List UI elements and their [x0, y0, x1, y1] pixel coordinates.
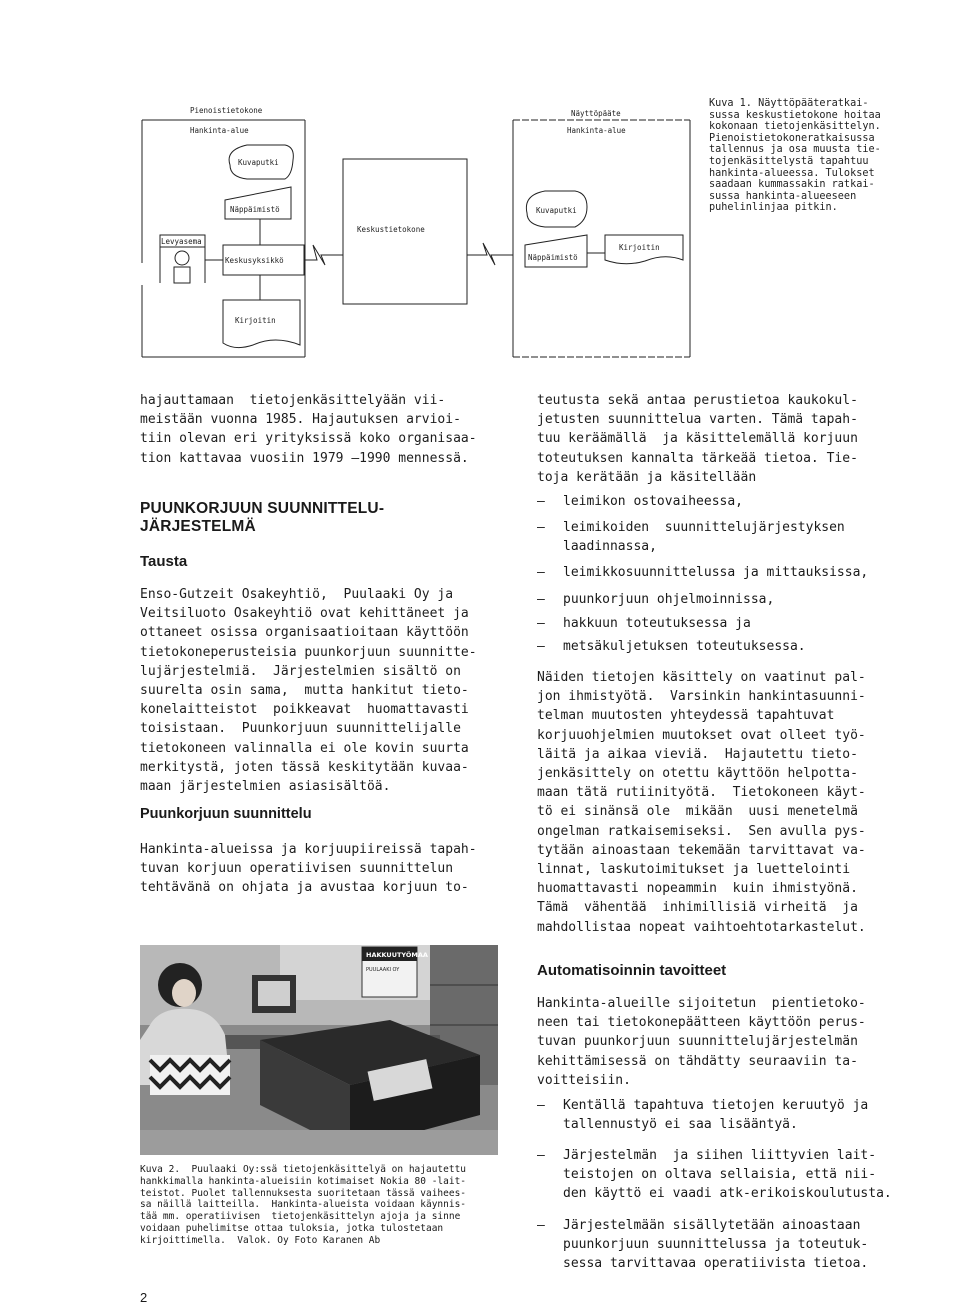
label-kuvaputki-left: Kuvaputki — [238, 158, 279, 167]
label-nappaimisto-right: Näppäimistö — [528, 253, 578, 262]
office-photo — [140, 945, 498, 1155]
section-heading-main — [140, 500, 384, 536]
list-dash: — — [537, 1148, 545, 1163]
right-paragraph-intro: teutusta sekä antaa perustietoa kaukokul- jetusten suunnittelua varten. Tämä tapah- tuu keräämällä ja käsittelemällä korjuun toteutuksen kannalta tärkeää tietoa. Tie- toja kerätään ja käsitellään — [537, 393, 858, 485]
list-item: — hakkuun toteutuksessa ja — [537, 614, 568, 691]
list-item: — metsäkuljetuksen toteutuksessa. — [537, 637, 568, 714]
left-paragraph-suunnittelu: Hankinta-alueissa ja korjuupiireissä tapah- tuvan korjuun operatiivisen suunnittelun tehtävänä on ohjata ja avustaa korjuun to- — [140, 842, 477, 896]
right-paragraph-tavoitteet: Hankinta-alueille sijoitetun pientietoko- neen tai tietokonepäätteen käyttöön perus- tuvan puunkorjuun suunnittelujärjestelmän kehittämisessä on tähdätty seuraaviin ta- voitteisiin. — [537, 996, 866, 1088]
list-item: — Kentällä tapahtuva tietojen keruutyö ja tallennustyö ei saa lisääntyä. — [537, 1098, 869, 1133]
left-paragraph-intro: hajauttamaan tietojenkäsittelyään vii- meistään vuonna 1985. Hajautuksen arvioi- tiin olevan eri yrityksissä koko organisaa- tion kattavaa vuosiin 1979 —1990 mennessä. — [140, 393, 477, 466]
label-kirjoitin-left: Kirjoitin — [235, 316, 276, 325]
subheading-puunkorjuun-suunnittelu: Puunkorjuun suunnittelu — [140, 806, 312, 822]
photo-sign-subtext: PUULAAKI OY — [366, 967, 400, 973]
label-keskusyksikko: Keskusyksikkö — [225, 256, 284, 265]
list-dash: — — [537, 639, 545, 654]
subheading-tausta: Tausta — [140, 553, 188, 570]
page-number: 2 — [140, 1290, 148, 1305]
label-kuvaputki-right: Kuvaputki — [536, 206, 577, 215]
list-item: — Järjestelmään sisällytetään ainoastaan puunkorjuun suunnittelussa ja toteutuk- sessa tarvittavaa operatiivista tietoa. — [537, 1218, 869, 1272]
label-hankinta-alue-right: Hankinta-alue — [567, 126, 626, 135]
label-hankinta-alue-left: Hankinta-alue — [190, 126, 249, 135]
list-dash: — — [537, 494, 545, 509]
list-item: — Järjestelmän ja siihen liittyvien lait- teistojen on oltava sellaisia, että nii- den käyttö ei vaadi atk-erikoiskoulutusta. — [537, 1148, 892, 1202]
list-item: — leimikon ostovaiheessa, — [537, 492, 568, 569]
list-dash: — — [537, 1098, 545, 1113]
label-pienoistietokone: Pienoistietokone — [190, 106, 263, 115]
figure-1-caption: Kuva 1. Näyttöpääteratkai- sussa keskustietokone hoitaa kokonaan tietojenkäsittelyn. Pienoistietokoneratkaisussa tallennus ja osa muusta tie- tojenkäsittelystä tapahtuu hankinta-alueessa. Tulokset saadaan kummassakin ratkai- sussa hankinta-alueeseen puhelinlinjaa pitkin. — [709, 98, 881, 214]
label-levyasema: Levyasema — [161, 237, 202, 246]
subheading-automatisoinnin-tavoitteet: Automatisoinnin tavoitteet — [537, 962, 727, 979]
list-dash: — — [537, 592, 545, 607]
section-heading-line2: JÄRJESTELMÄ — [140, 518, 256, 535]
right-paragraph-tyomaara: Näiden tietojen käsittely on vaatinut pal- jon ihmistyötä. Varsinkin hankintasuunni- telman muutosten yhteydessä tapahtuvat korjuuohjelmien muutokset ovat olleet työ- läitä ja aikaa vieviä. Hajautettu tieto- jenkäsittely on otettu käyttöön helpotta- maan tätä rutiinityötä. Tietokoneen käyt- tö ei sinänsä ole mikään uusi menetelmä ongelman ratkaisemiseksi. Sen avulla pys- tytään ainoastaan tekemään tarvittavat va- linnat, laskutoimitukset ja luettelointi huomattavasti nopeammin kuin ihmistyönä. Tämä vähentää inhimillisiä virheitä ja mahdollistaa nopeat vaihtoehtotarkastelut. — [537, 670, 866, 935]
list-item: — puunkorjuun ohjelmoinnissa, — [537, 590, 568, 667]
list-dash: — — [537, 520, 545, 535]
left-paragraph-tausta: Enso-Gutzeit Osakeyhtiö, Puulaaki Oy ja Veitsiluoto Osakeyhtiö ovat kehittäneet ja ottaneet osissa organisaatioitaan käyttöön tietokoneperusteisia puunkorjuun suunnitte- lujärjestelmiä. Järjestelmien sisältö on suurelta osin sama, mutta hankitut tieto- konelaitteistot poikkeavat huomattavasti toisistaan. Puunkorjuun suunnittelijalle tietokoneen valinnalla ei ole kovin suurta merkitystä, joten tässä keskitytään kuvaa- maan järjestelmien asiasisältöä. — [140, 587, 477, 795]
section-heading-line1: PUUNKORJUUN SUUNNITTELU- — [140, 500, 385, 517]
label-kirjoitin-right: Kirjoitin — [619, 243, 660, 252]
figure-2-caption: Kuva 2. Puulaaki Oy:ssä tietojenkäsittelyä on hajautettu hankkimalla hankinta-alueisiin kotimaiset Nokia 80 -lait- teistot. Puolet tallennuksesta suoritetaan tässä vaihees- sa näillä laitteilla. Hankinta-alueista voidaan käynnis- tää mm. operatiivisen tietojenkäsittelyn ajoja ja sinne voidaan puhelimitse ottaa tuloksia, jotka tulostetaan kirjoittimella. Valok. Oy Foto Karanen Ab — [140, 1164, 467, 1246]
photo-sign-text: HAKKUUTYÖMAA — [366, 951, 428, 959]
list-dash: — — [537, 565, 545, 580]
label-keskustietokone: Keskustietokone — [357, 225, 425, 234]
label-nayttopaate: Näyttöpääte — [571, 109, 621, 118]
label-nappaimisto-left: Näppäimistö — [230, 205, 280, 214]
list-dash: — — [537, 1218, 545, 1233]
list-dash: — — [537, 616, 545, 631]
system-diagram — [135, 95, 705, 365]
list-item: — leimikoiden suunnittelujärjestyksen laadinnassa, — [537, 520, 845, 555]
list-item: — leimikkosuunnittelussa ja mittauksissa, — [537, 563, 568, 640]
